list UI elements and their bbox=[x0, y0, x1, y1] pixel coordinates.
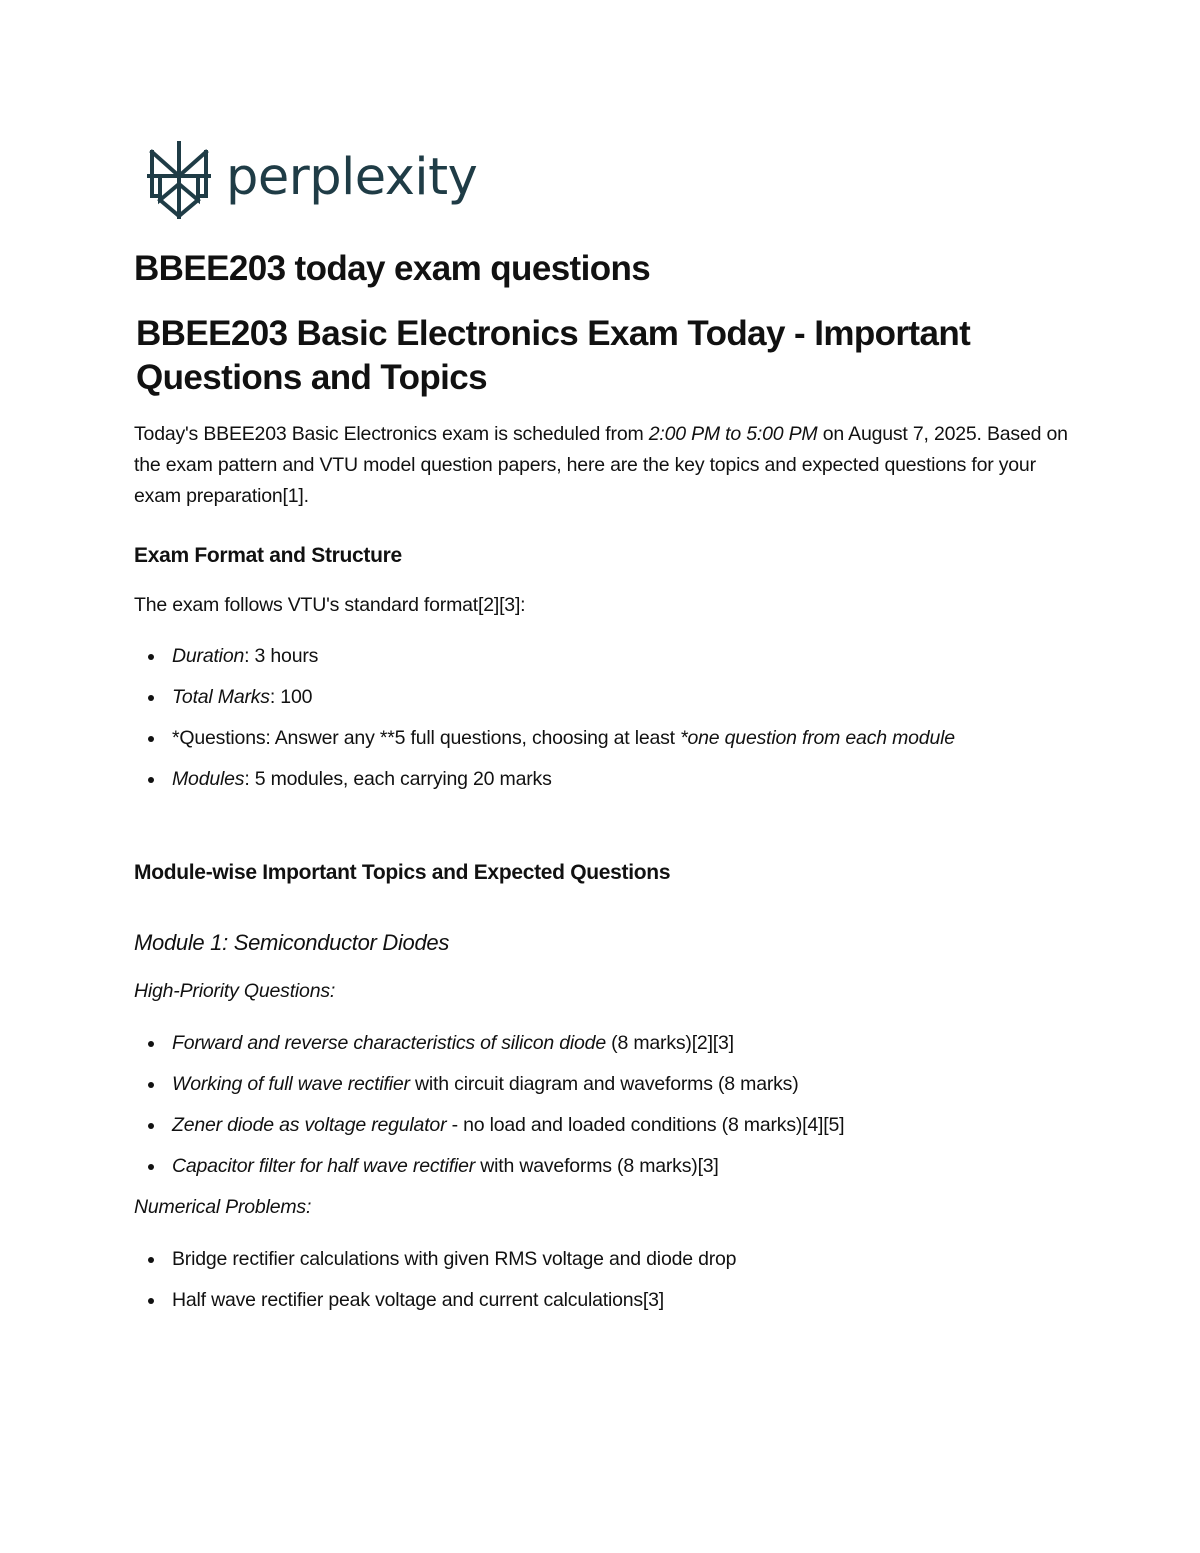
list-item: Half wave rectifier peak voltage and current calculations[3] bbox=[134, 1285, 1034, 1316]
list-item: Capacitor filter for half wave rectifier with waveforms (8 marks)[3] bbox=[134, 1151, 1034, 1182]
perplexity-wordmark: perplexity bbox=[226, 147, 478, 207]
numerical-label: Numerical Problems: bbox=[134, 1196, 312, 1218]
bullet-icon bbox=[148, 654, 154, 660]
bullet-icon bbox=[148, 1164, 154, 1170]
module1-heading: Module 1: Semiconductor Diodes bbox=[134, 930, 450, 955]
perplexity-asterisk-icon bbox=[146, 140, 212, 220]
list-item: Modules: 5 modules, each carrying 20 marks bbox=[134, 764, 1034, 795]
bullet-icon bbox=[148, 1257, 154, 1263]
list-item: Zener diode as voltage regulator - no load and loaded conditions (8 marks)[4][5] bbox=[134, 1110, 1034, 1141]
list-item: Forward and reverse characteristics of silicon diode (8 marks)[2][3] bbox=[134, 1028, 1034, 1059]
answer-title: BBEE203 Basic Electronics Exam Today - Important Questions and Topics bbox=[136, 314, 971, 397]
bullet-icon bbox=[148, 695, 154, 701]
perplexity-logo bbox=[146, 140, 477, 220]
list-item: Bridge rectifier calculations with given RMS voltage and diode drop bbox=[134, 1244, 1034, 1275]
query-title: BBEE203 today exam questions bbox=[134, 249, 651, 288]
list-item: *Questions: Answer any **5 full questions, choosing at least *one question from each module bbox=[134, 723, 1034, 754]
bullet-icon bbox=[148, 1082, 154, 1088]
exam-format-heading: Exam Format and Structure bbox=[134, 544, 402, 567]
bullet-icon bbox=[148, 736, 154, 742]
bullet-icon bbox=[148, 777, 154, 783]
exam-format-list bbox=[134, 641, 1034, 805]
high-priority-label: High-Priority Questions: bbox=[134, 980, 336, 1002]
list-item: Working of full wave rectifier with circuit diagram and waveforms (8 marks) bbox=[134, 1069, 1034, 1100]
bullet-icon bbox=[148, 1298, 154, 1304]
intro-paragraph: Today's BBEE203 Basic Electronics exam is scheduled from 2:00 PM to 5:00 PM on August 7, 2025. Based on the exam pattern and VTU model question papers, here are the key topics and expected questions for your exam preparation[1]. bbox=[134, 423, 1068, 507]
numerical-list bbox=[134, 1244, 1034, 1326]
list-item: Duration: 3 hours bbox=[134, 641, 1034, 672]
modules-heading: Module-wise Important Topics and Expected Questions bbox=[134, 861, 671, 884]
high-priority-list bbox=[134, 1028, 1034, 1192]
list-item: Total Marks: 100 bbox=[134, 682, 1034, 713]
exam-format-lead: The exam follows VTU's standard format[2][3]: bbox=[134, 594, 526, 616]
bullet-icon bbox=[148, 1041, 154, 1047]
bullet-icon bbox=[148, 1123, 154, 1129]
